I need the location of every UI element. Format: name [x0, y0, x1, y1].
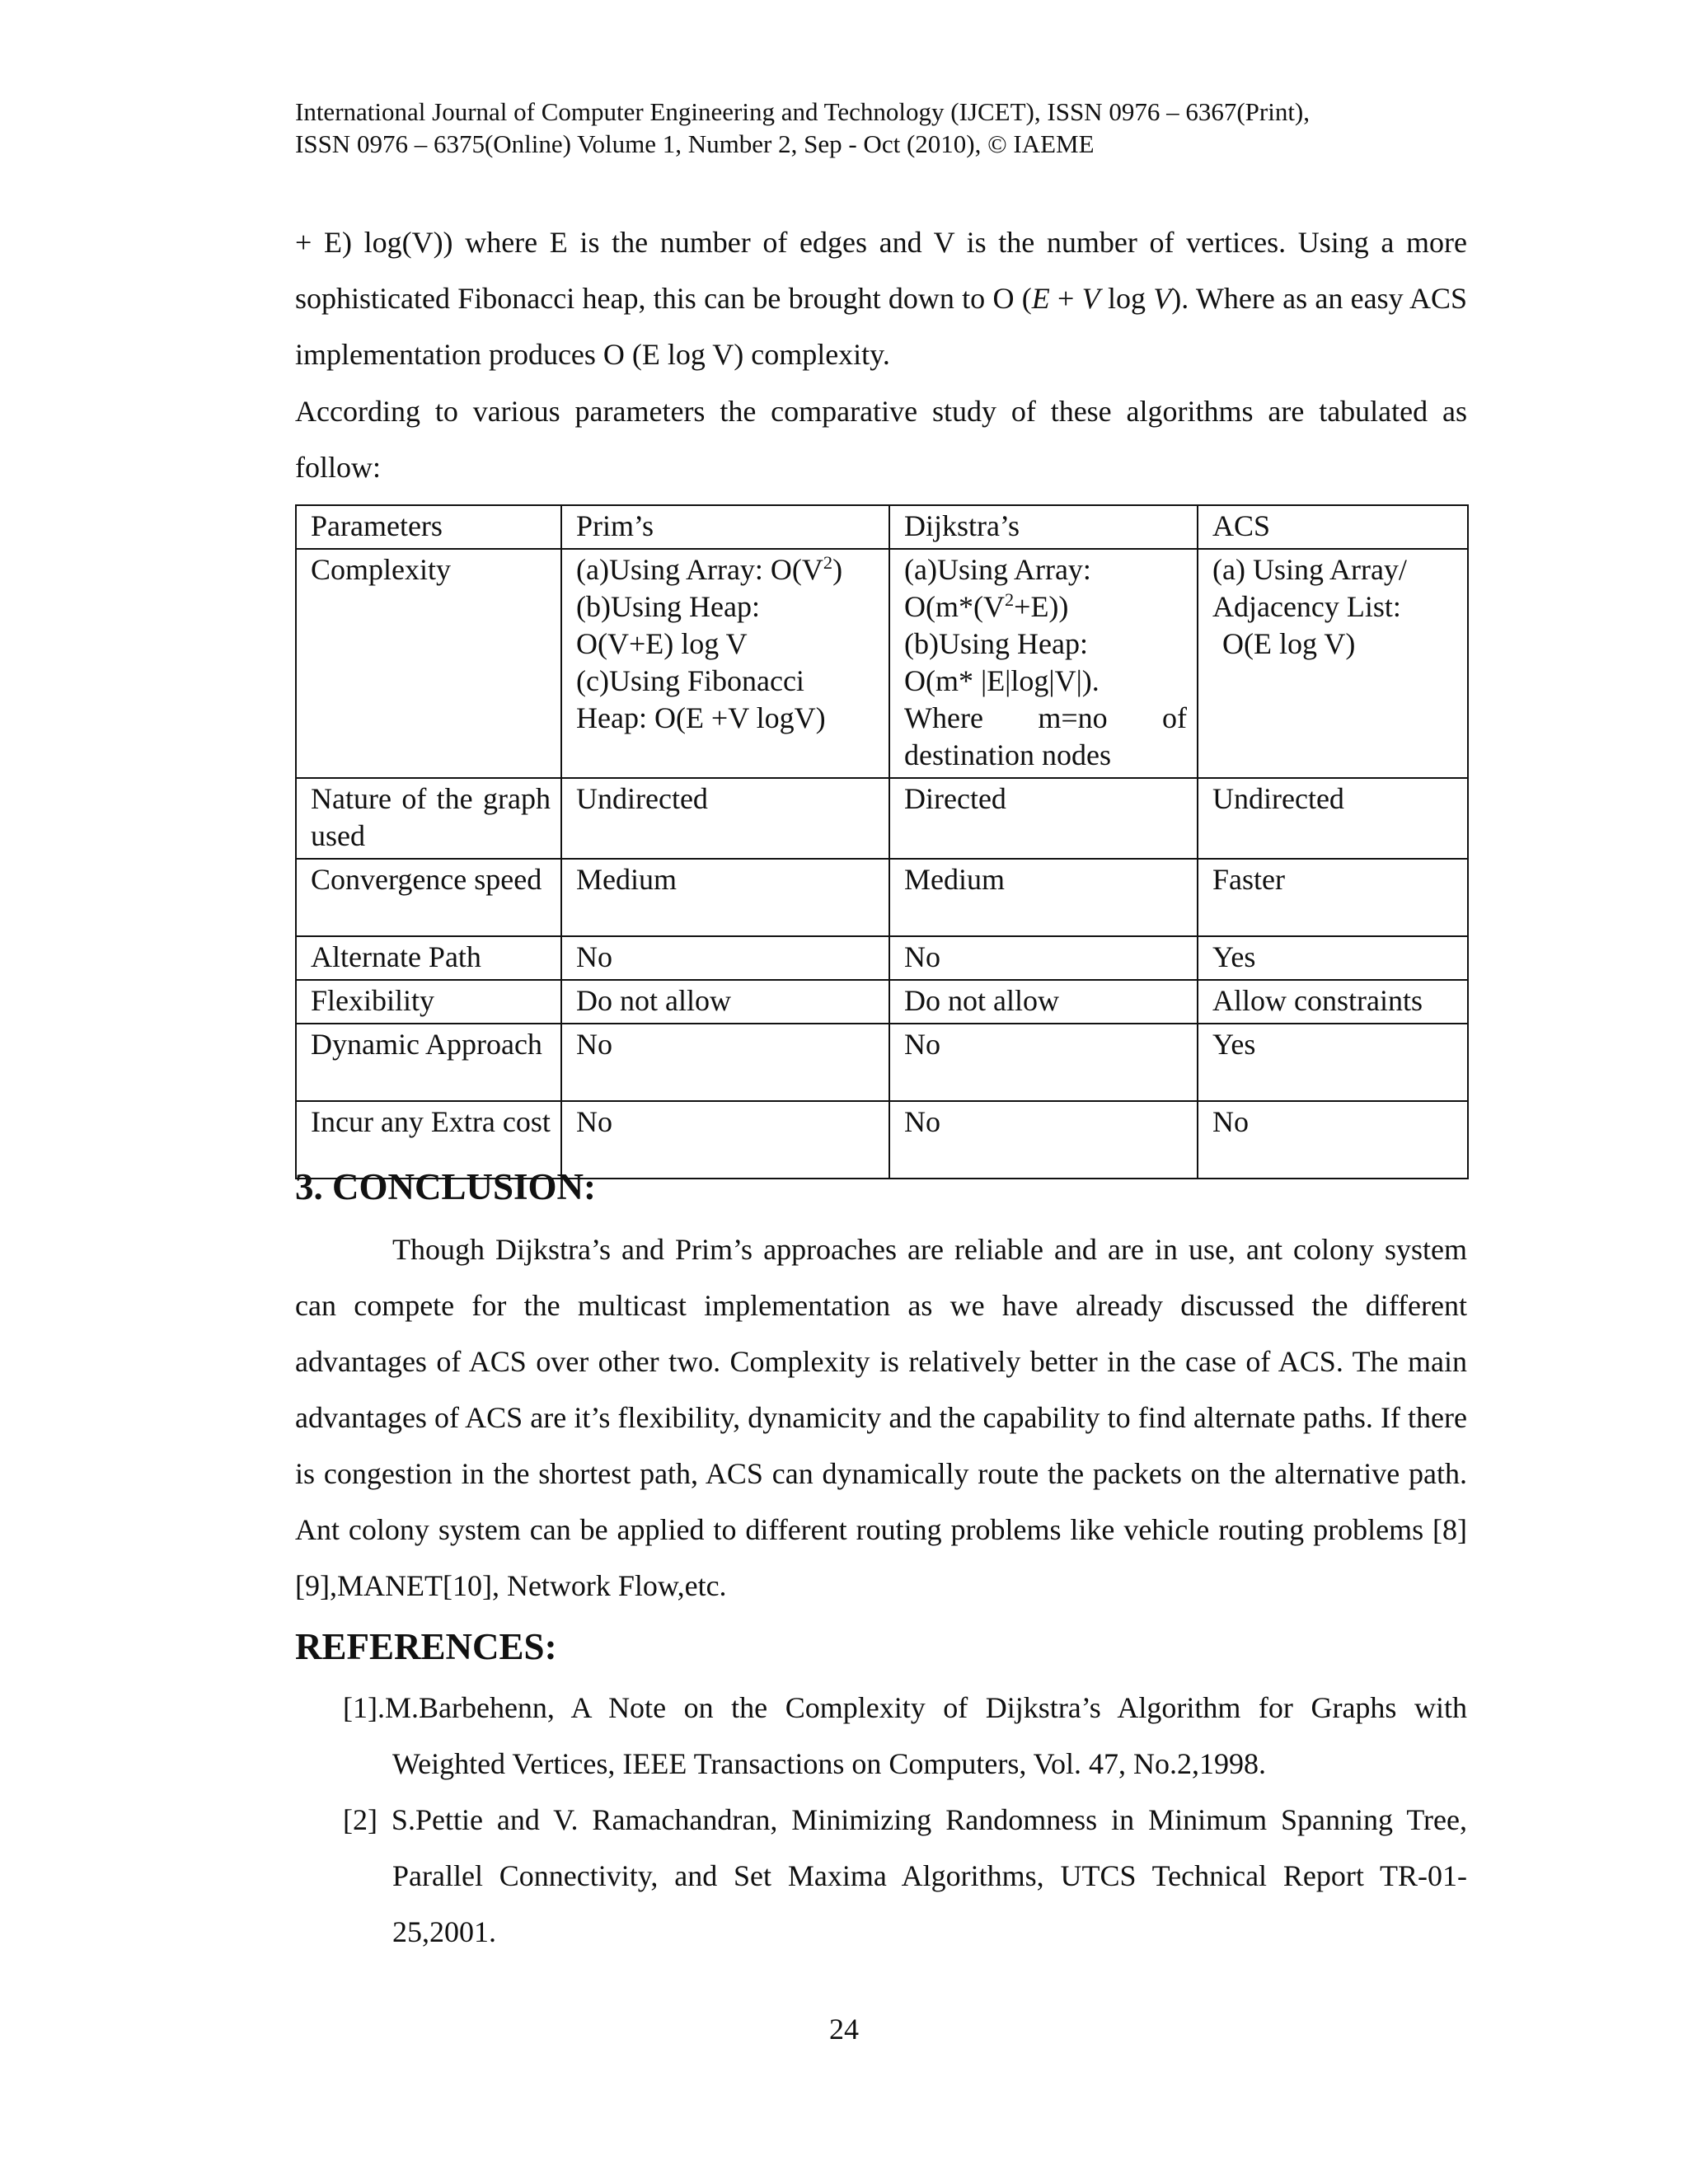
cell-complexity-param: Complexity: [296, 549, 561, 778]
reference-list: [295, 1680, 1467, 1960]
acs-cx-line-3: O(E log V): [1222, 627, 1356, 660]
cell-acs: Yes: [1198, 1024, 1468, 1101]
table-row: [296, 778, 1468, 859]
intro-paragraph-1: [295, 214, 1467, 382]
cell-dijkstra: No: [889, 1101, 1198, 1179]
cell-param: Nature of the graph used: [296, 778, 561, 859]
table-row-complexity: [296, 549, 1468, 778]
references-heading: REFERENCES:: [295, 1626, 557, 1667]
cell-prim: Undirected: [561, 778, 889, 859]
cell-acs: Allow constraints: [1198, 980, 1468, 1024]
acs-cx-line-1: (a) Using Array/: [1212, 553, 1407, 586]
dijkstra-cx-line-4: O(m* |E|log|V|).: [904, 664, 1100, 697]
cell-prim: No: [561, 1101, 889, 1179]
header-cell-dijkstras: Dijkstra’s: [889, 505, 1198, 549]
cell-param: Flexibility: [296, 980, 561, 1024]
dijkstra-cx-line-6: destination nodes: [904, 738, 1111, 771]
cell-prim: Medium: [561, 859, 889, 936]
cell-dijkstra: No: [889, 936, 1198, 980]
dijkstra-cx-line-2: $O(m*(V^2+E))$: [904, 589, 1069, 623]
intro-p1-log: log: [1100, 282, 1154, 315]
cell-param: Incur any Extra cost: [296, 1101, 561, 1179]
reference-item: [1].M.Barbehenn, A Note on the Complexity of Dijkstra’s Algorithm for Graphs with Weighted Vertices, IEEE Transactions on Computers, Vol. 47, No.2,1998.: [343, 1691, 1467, 1780]
dijkstra-cx-line-5: Where m=no of: [904, 701, 1187, 734]
intro-p1-text-b: ). Where as an easy ACS implementation produces O (E log V) complexity.: [295, 282, 1467, 371]
dijkstra-cx-line-1: (a)Using Array:: [904, 553, 1091, 586]
cell-complexity-acs: [1198, 549, 1468, 778]
intro-p1-var-e: E: [1031, 282, 1050, 315]
prim-cx-line-5: Heap: O(E +V logV): [576, 701, 826, 734]
cell-acs: Yes: [1198, 936, 1468, 980]
cell-param: Alternate Path: [296, 936, 561, 980]
prim-cx-line-4: (c)Using Fibonacci: [576, 664, 804, 697]
journal-header: [295, 96, 1465, 160]
conclusion-heading: 3. CONCLUSION:: [295, 1166, 597, 1207]
cell-param: Dynamic Approach: [296, 1024, 561, 1101]
cell-acs: Faster: [1198, 859, 1468, 936]
cell-prim: No: [561, 936, 889, 980]
intro-paragraph-2: According to various parameters the comparative study of these algorithms are tabulated as follow:: [295, 395, 1467, 484]
prim-cx-line-2: (b)Using Heap:: [576, 590, 760, 623]
cell-prim: No: [561, 1024, 889, 1101]
reference-item: [2] S.Pettie and V. Ramachandran, Minimizing Randomness in Minimum Spanning Tree, Parallel Connectivity, and Set Maxima Algorithms, UTCS Technical Report TR-01- 25,2001.: [343, 1803, 1467, 1948]
header-cell-prims: Prim’s: [561, 505, 889, 549]
page-number: 24: [829, 2013, 859, 2046]
table-row: [296, 1024, 1468, 1101]
cell-acs: Undirected: [1198, 778, 1468, 859]
cell-dijkstra: Medium: [889, 859, 1198, 936]
table-row: [296, 859, 1468, 936]
intro-p1-var-v2: V: [1153, 282, 1172, 315]
intro-p1-text-a: + E) log(V)) where E is the number of edges and V is the number of vertices. Using a more sophisticated Fibonacci heap, this can be brought down to O (: [295, 226, 1467, 315]
prim-cx-line-3: O(V+E) log V: [576, 627, 748, 660]
cell-param: Convergence speed: [296, 859, 561, 936]
cell-acs: No: [1198, 1101, 1468, 1179]
cell-dijkstra: No: [889, 1024, 1198, 1101]
cell-complexity-prim: [561, 549, 889, 778]
cell-dijkstra: Directed: [889, 778, 1198, 859]
dijkstra-cx-line-3: (b)Using Heap:: [904, 627, 1088, 660]
table-row: [296, 936, 1468, 980]
acs-cx-line-2: Adjacency List:: [1212, 590, 1401, 623]
table-row: [296, 980, 1468, 1024]
comparison-table: [295, 504, 1469, 1179]
header-cell-acs: ACS: [1198, 505, 1468, 549]
cell-prim: Do not allow: [561, 980, 889, 1024]
header-cell-parameters: Parameters: [296, 505, 561, 549]
journal-header-line-2: ISSN 0976 – 6375(Online) Volume 1, Number 2, Sep - Oct (2010), © IAEME: [295, 129, 1095, 158]
cell-complexity-dijkstra: [889, 549, 1198, 778]
table-header-row: [296, 505, 1468, 549]
conclusion-paragraph: Though Dijkstra’s and Prim’s approaches are reliable and are in use, ant colony system can compete for the multicast implementation as we have already discussed the different advantages of ACS over other two. Complexity is relatively better in the case of ACS. The main advantages of ACS are it’s flexibility, dynamicity and the capability to find alternate paths. If there is congestion in the shortest path, ACS can dynamically route the packets on the alternative path. Ant colony system can be applied to different routing problems like vehicle routing problems [8][9],MANET[10], Network Flow,etc.: [295, 1233, 1467, 1602]
journal-header-line-1: International Journal of Computer Engineering and Technology (IJCET), ISSN 0976 – 6367(Print),: [295, 97, 1311, 126]
cell-dijkstra: Do not allow: [889, 980, 1198, 1024]
prim-cx-line-1: (a)Using Array: $O(V^2)$: [576, 552, 843, 586]
intro-p1-plus: +: [1049, 282, 1082, 315]
intro-p1-var-v: V: [1081, 282, 1100, 315]
